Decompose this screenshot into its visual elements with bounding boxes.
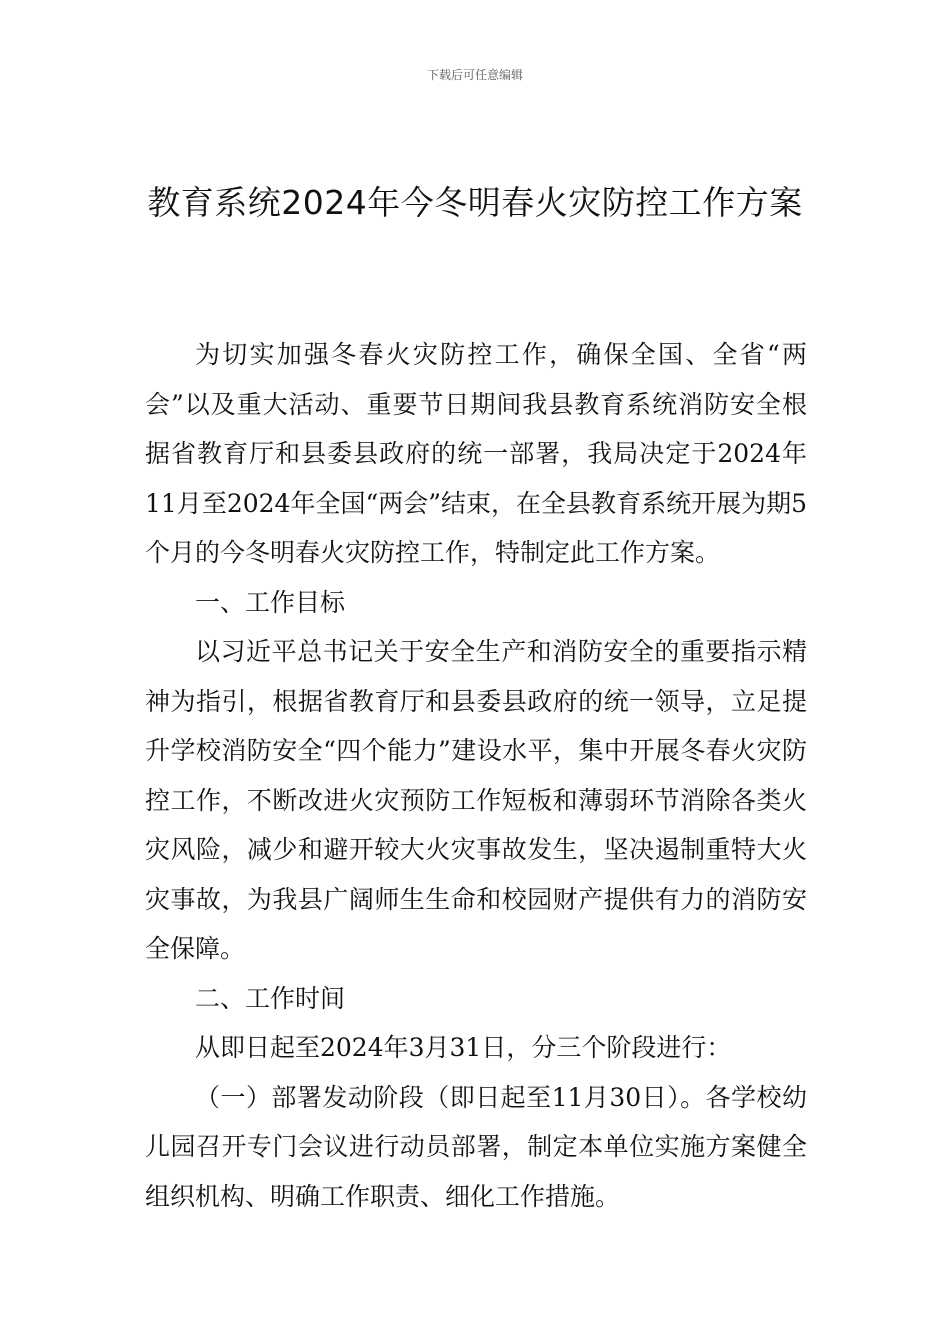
- document-body: [145, 330, 807, 1221]
- section-heading-goals: 一、工作目标: [195, 587, 346, 617]
- section-heading-schedule: 二、工作时间: [195, 983, 346, 1013]
- header-note: 下载后可任意编辑: [426, 68, 523, 82]
- phase-one-paragraph: （一）部署发动阶段（即日起至11月30日）。各学校幼儿园召开专门会议进行动员部署，制定本单位实施方案健全组织机构、明确工作职责、细化工作措施。: [145, 1082, 807, 1211]
- schedule-paragraph: 从即日起至2024年3月31日，分三个阶段进行：: [195, 1033, 732, 1062]
- intro-paragraph: 为切实加强冬春火灾防控工作，确保全国、全省“两会”以及重大活动、重要节日期间我县教育系统消防安全根据省教育厅和县委县政府的统一部署，我局决定于2024年11月至2024年全国“两会”结束，在全县教育系统开展为期5个月的今冬明春火灾防控工作，特制定此工作方案。: [145, 340, 807, 567]
- goals-paragraph: 以习近平总书记关于安全生产和消防安全的重要指示精神为指引，根据省教育厅和县委县政府的统一领导，立足提升学校消防安全“四个能力”建设水平，集中开展冬春火灾防控工作，不断改进火灾预防工作短板和薄弱环节消除各类火灾风险，减少和避开较大火灾事故发生，坚决遏制重特大火灾事故，为我县广阔师生生命和校园财产提供有力的消防安全保障。: [145, 637, 807, 963]
- document-title: 教育系统2024年今冬明春火灾防控工作方案: [147, 183, 803, 222]
